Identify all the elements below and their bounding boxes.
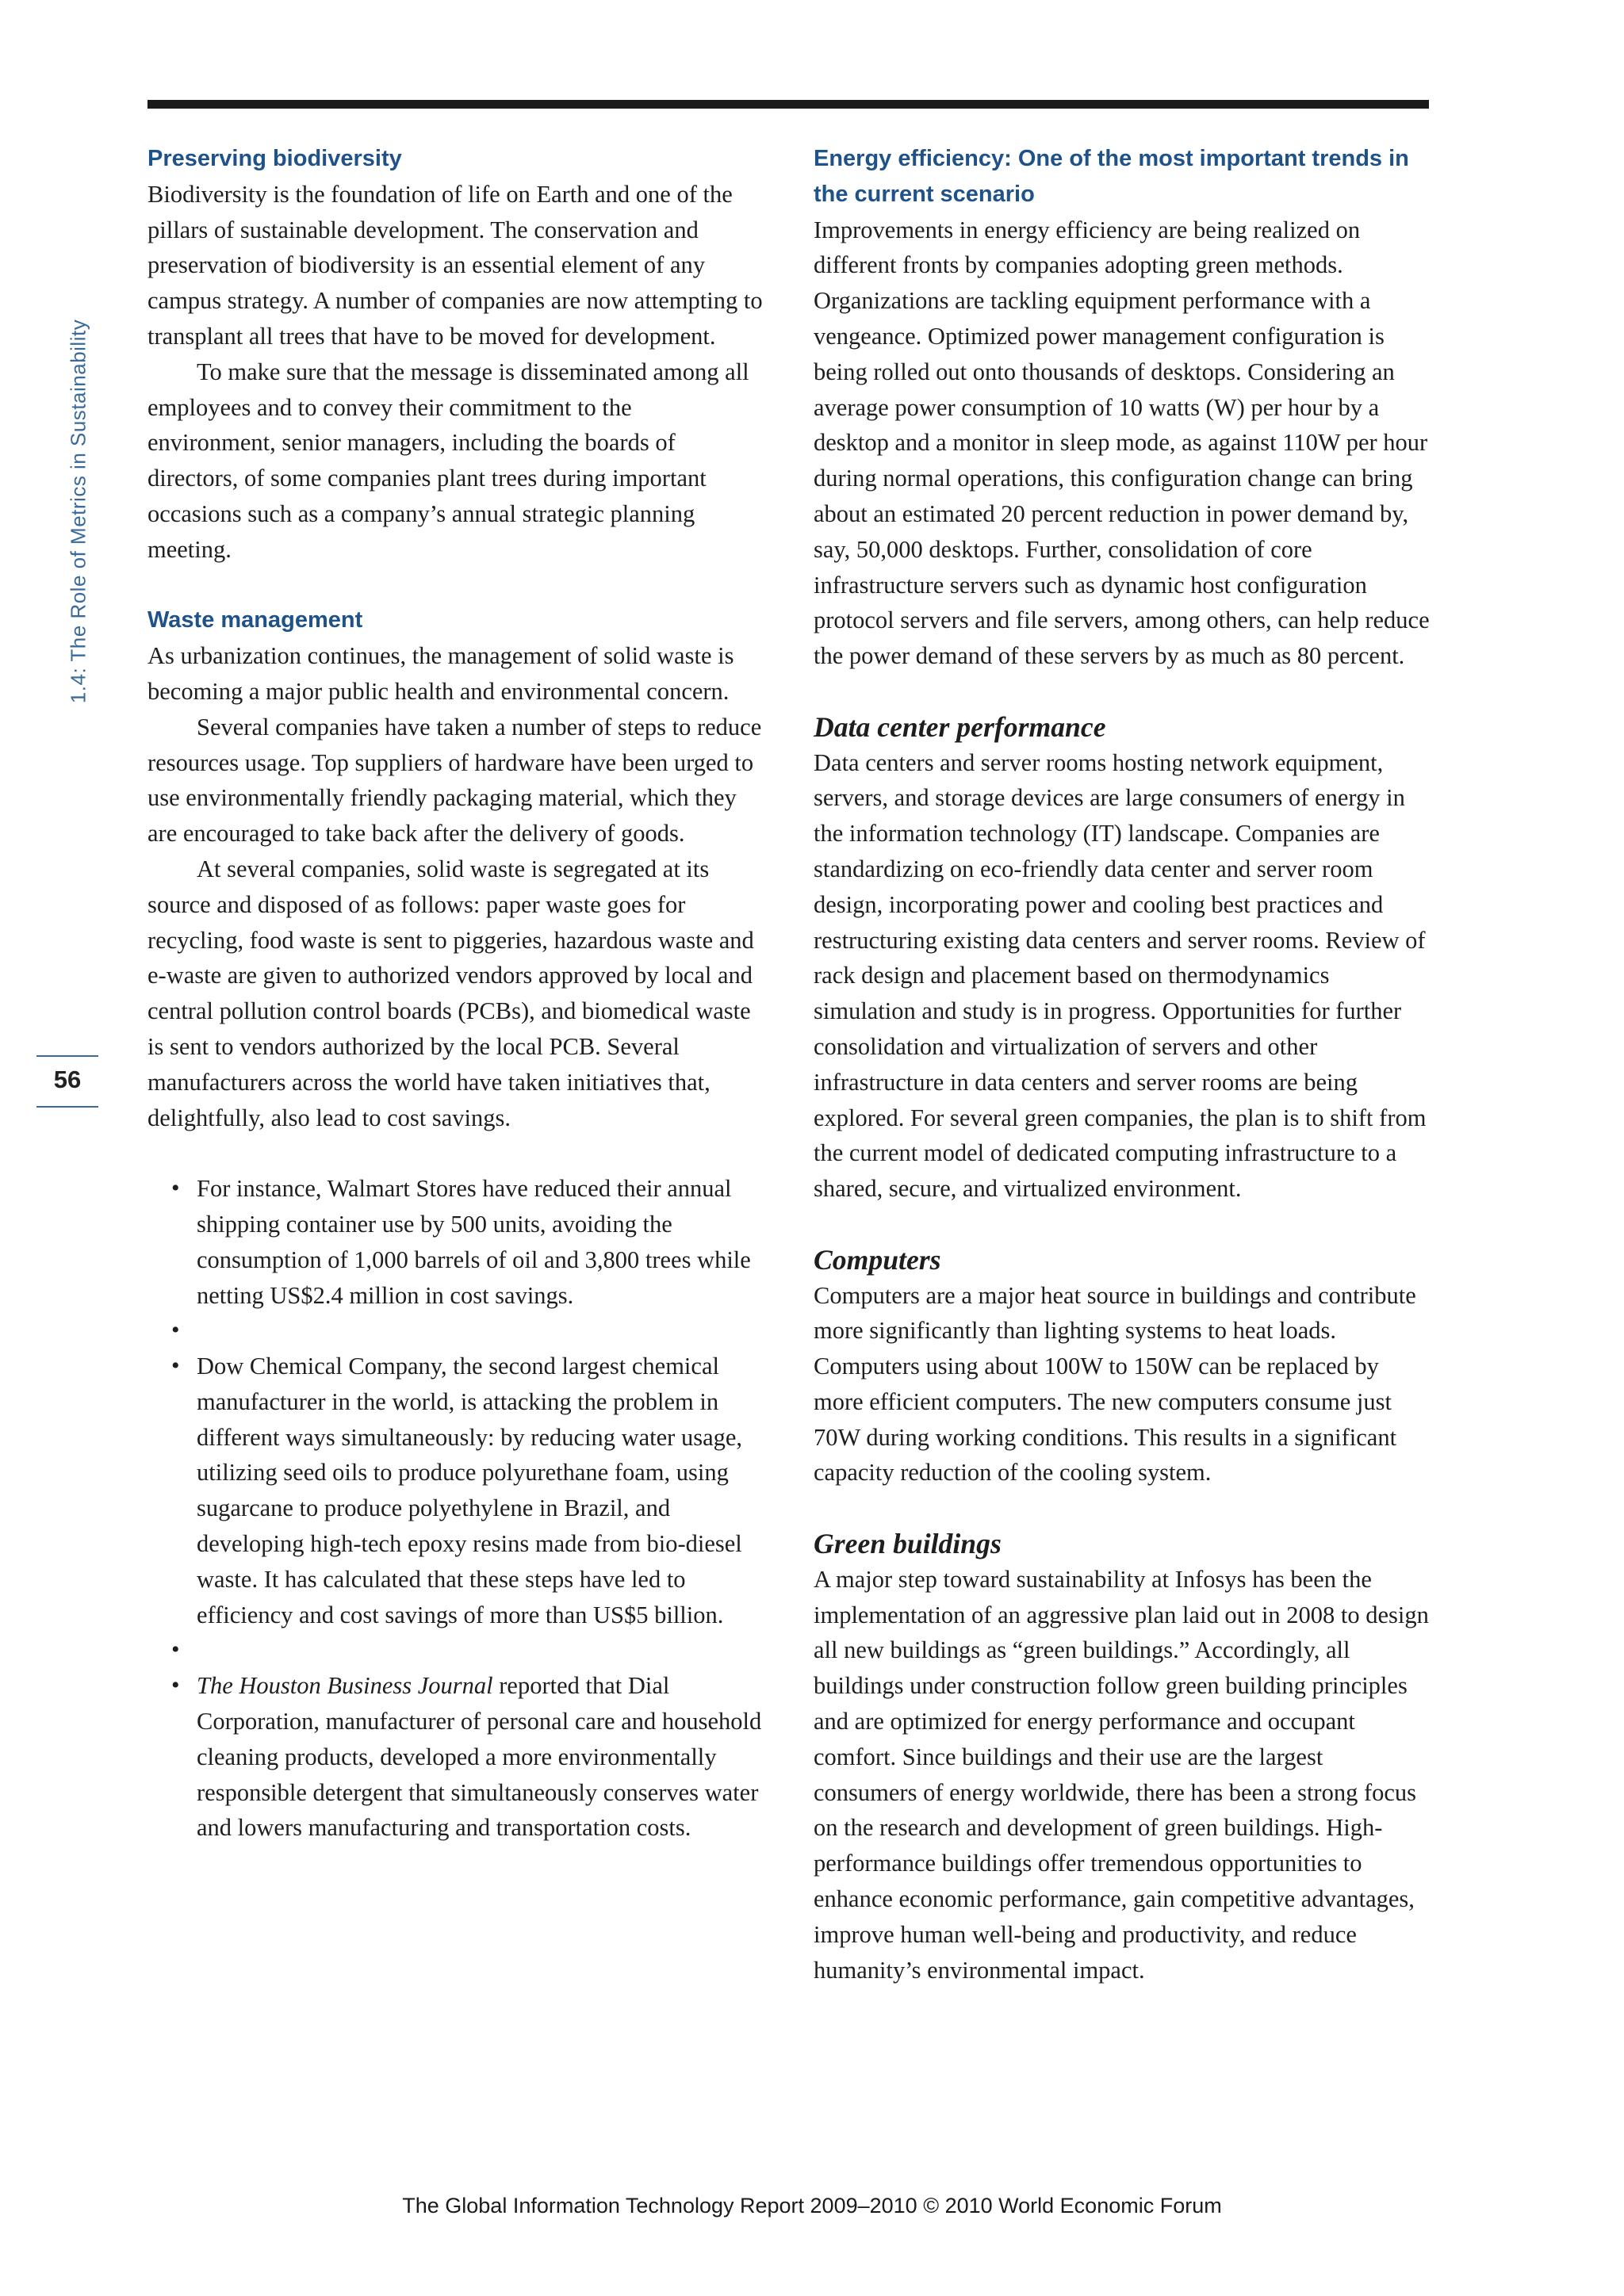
datacenter-heading: Data center performance — [814, 710, 1106, 743]
journal-title: The Houston Business Journal — [197, 1672, 493, 1700]
computers-heading: Computers — [814, 1243, 941, 1276]
energy-heading: Energy efficiency: One of the most important trends in the current scenario — [814, 146, 1409, 207]
datacenter-paragraph-1: Data centers and server rooms hosting network equipment, servers, and storage devices are large consumers of energy in the information technology (IT) landscape. Companies are standardizing on eco-friendly data center and server room design, incorporating power and cooling best practices and restructuring existing data centers and server rooms. Review of rack design and placement based on thermodynamics simulation and study is in progress. Opportunities for further consolidation and virtualization of servers and other infrastructure in data centers and server rooms are being explored. For several green companies, the plan is to shift from the current model of dedicated computing infrastructure to a shared, secure, and virtualized environment. — [814, 748, 1427, 1203]
waste-paragraph-2: Several companies have taken a number of steps to reduce resources usage. Top suppliers of hardware have been urged to use environmentally friendly packaging material, which they are encouraged to take back after the delivery of goods. — [147, 713, 762, 848]
page-number-bottom-rule — [36, 1106, 98, 1108]
green-buildings-paragraph-1: A major step toward sustainability at Infosys has been the implementation of an aggressive plan laid out in 2008 to design all new buildings as “green buildings.” Accordingly, all buildings under construction follow green building principles and are optimized for energy performance and occupant comfort. Since buildings and their use are the largest consumers of energy worldwide, there has been a strong focus on the research and development of green buildings. High-performance buildings offer tremendous opportunities to enhance economic performance, gain competitive advantages, improve human well-being and productivity, and reduce humanity’s environmental impact. — [814, 1565, 1429, 1984]
list-item-walmart: • For instance, Walmart Stores have reduced their annual shipping container use by 500 units, avoiding the consumption of 1,000 barrels of oil and 3,800 trees while netting US$2.4 million in cost savings. — [197, 1171, 766, 1313]
section-side-label: 1.4: The Role of Metrics in Sustainability — [66, 319, 90, 704]
biodiversity-heading: Preserving biodiversity — [147, 146, 402, 171]
page-number-top-rule — [36, 1055, 98, 1057]
dial-text: reported that Dial Corporation, manufacturer of personal care and household cleaning products, developed a more environmentally responsible detergent that simultaneously conserves water and lowers manufacturing and transportation costs. — [197, 1672, 762, 1842]
footer-copyright: The Global Information Technology Report 2009–2010 © 2010 World Economic Forum — [402, 2194, 1222, 2218]
biodiversity-paragraph-1: Biodiversity is the foundation of life on Earth and one of the pillars of sustainable development. The conservation and preservation of biodiversity is an essential element of any campus strategy. A number of companies are now attempting to transplant all trees that have to be moved for development. — [147, 180, 763, 350]
list-item-dial-corporation — [197, 1668, 766, 1846]
waste-paragraph-3: At several companies, solid waste is segregated at its source and disposed of as follows: paper waste goes for recycling, food waste is sent to piggeries, hazardous waste and e-waste are given to authorized vendors approved by local and central pollution control boards (PCBs), and biomedical waste is sent to vendors authorized by the local PCB. Several manufacturers across the world have taken initiatives that, delightfully, also lead to cost savings. — [147, 855, 754, 1131]
energy-paragraph-1: Improvements in energy efficiency are being realized on different fronts by companies adopting green methods. Organizations are tackling equipment performance with a vengeance. Optimized power management configuration is being rolled out onto thousands of desktops. Considering an average power consumption of 10 watts (W) per hour by a desktop and a monitor in sleep mode, as against 110W per hour during normal operations, this configuration change can bring about an estimated 20 percent reduction in power demand by, say, 50,000 desktops. Further, consolidation of core infrastructure servers such as dynamic host configuration protocol servers and file servers, among others, can help reduce the power demand of these servers by as much as 80 percent. — [814, 216, 1430, 670]
green-buildings-heading: Green buildings — [814, 1528, 1002, 1560]
waste-heading: Waste management — [147, 607, 363, 633]
biodiversity-paragraph-2: To make sure that the message is disseminated among all employees and to convey their commitment to the environment, senior managers, including the boards of directors, of some companies plant trees during important occasions such as a company’s annual strategic planning meeting. — [147, 358, 749, 563]
top-rule — [147, 100, 1429, 109]
computers-paragraph-1: Computers are a major heat source in buildings and contribute more significantly than lighting systems to heat loads. Computers using about 100W to 150W can be replaced by more efficient computers. The new computers consume just 70W during working conditions. This results in a significant capacity reduction of the cooling system. — [814, 1281, 1416, 1487]
left-column — [147, 141, 766, 1846]
right-column — [814, 141, 1432, 1988]
list-item-dow-chemical: • Dow Chemical Company, the second largest chemical manufacturer in the world, is attacking the problem in different ways simultaneously: by reducing water usage, utilizing seed oils to produce polyurethane foam, using sugarcane to produce polyethylene in Brazil, and developing high-tech epoxy resins made from bio-diesel waste. It has calculated that these steps have led to efficiency and cost savings of more than US$5 billion. — [197, 1349, 766, 1632]
page-number: 56 — [53, 1066, 82, 1093]
examples-list — [147, 1171, 766, 1846]
waste-paragraph-1: As urbanization continues, the management of solid waste is becoming a major public health and environmental concern. — [147, 642, 734, 705]
